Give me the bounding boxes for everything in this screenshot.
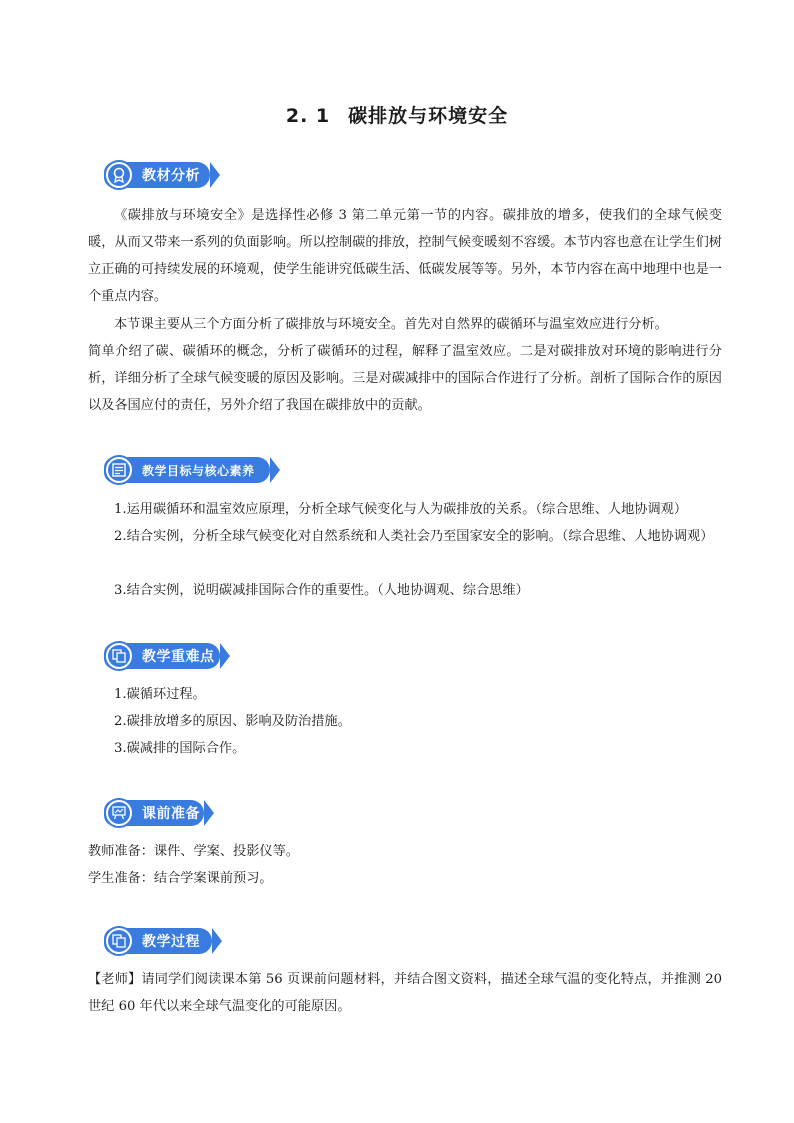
- title-text: 碳排放与环境安全: [348, 105, 509, 127]
- section-badge-key-points: [104, 641, 215, 671]
- documents-icon: [112, 934, 126, 948]
- section-badge-process: [104, 926, 200, 956]
- documents-icon: [112, 649, 126, 663]
- section-label: 教学过程: [142, 934, 200, 950]
- section-badge-goals: [104, 455, 255, 485]
- goal-item-3: 3.结合实例，说明碳减排国际合作的重要性。（人地协调观、综合思维）: [114, 583, 529, 598]
- page-title: [0, 101, 794, 128]
- section-label: 课前准备: [142, 806, 200, 822]
- key-point-item-1: 1.碳循环过程。: [114, 687, 206, 702]
- section-label: 教学目标与核心素养: [142, 463, 255, 478]
- process-paragraph-1: 【老师】请同学们阅读课本第 56 页课前问题材料，并结合图文资料，描述全球气温的变化特点，并推测 20 世纪 60 年代以来全球气温变化的可能原因。: [88, 972, 722, 1014]
- preparation-student: 学生准备：结合学案课前预习。: [88, 871, 273, 886]
- goal-item-1: 1.运用碳循环和温室效应原理，分析全球气候变化与人为碳排放的关系。（综合思维、人地协调观）: [114, 502, 688, 517]
- section-label: 教材分析: [142, 168, 200, 184]
- presentation-board-icon: [112, 806, 126, 820]
- key-point-item-3: 3.碳减排的国际合作。: [114, 741, 246, 756]
- section-badge-preparation: [104, 798, 200, 828]
- checklist-icon: [112, 463, 126, 477]
- analysis-paragraph-2-rest: 简单介绍了碳、碳循环的概念，分析了碳循环的过程，解释了温室效应。二是对碳排放对环境的影响进行分析，详细分析了全球气候变暖的原因及影响。三是对碳减排中的国际合作进行了分析。剖析了国际合作的原因以及各国应付的责任，另外介绍了我国在碳排放中的贡献。: [88, 344, 722, 413]
- section-number: 2. 1: [285, 105, 331, 127]
- key-point-item-2: 2.碳排放增多的原因、影响及防治措施。: [114, 714, 351, 729]
- award-ribbon-icon: [112, 167, 126, 183]
- analysis-paragraph-1: 《碳排放与环境安全》是选择性必修 3 第二单元第一节的内容。碳排放的增多，使我们的全球气候变暖，从而又带来一系列的负面影响。所以控制碳的排放，控制气候变暖刻不容缓。本节内容也意在让学生们树立正确的可持续发展的环境观，使学生能讲究低碳生活、低碳发展等等。另外，本节内容在高中地理中也是一个重点内容。: [88, 208, 722, 304]
- goal-item-2: 2.结合实例，分析全球气候变化对自然系统和人类社会乃至国家安全的影响。（综合思维、人地协调观）: [114, 529, 714, 544]
- section-label: 教学重难点: [142, 649, 215, 665]
- analysis-paragraph-2-first: 本节课主要从三个方面分析了碳排放与环境安全。首先对自然界的碳循环与温室效应进行分析。: [114, 317, 668, 332]
- section-badge-analysis: [104, 160, 200, 190]
- preparation-teacher: 教师准备：课件、学案、投影仪等。: [88, 844, 299, 859]
